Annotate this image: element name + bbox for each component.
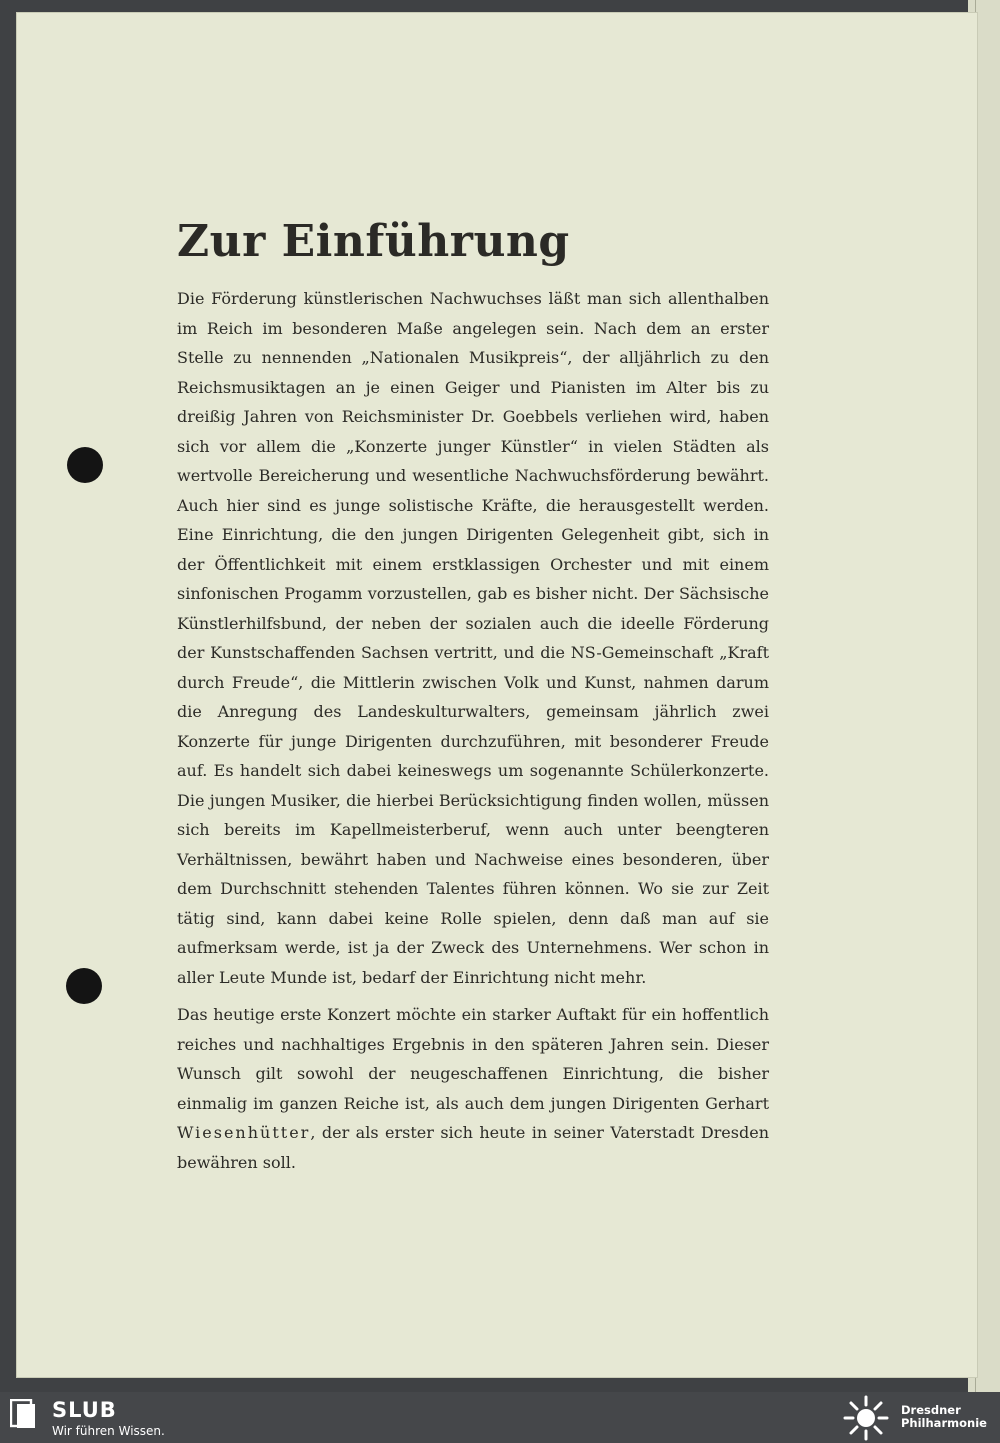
slub-name: SLUB <box>52 1398 117 1422</box>
philharmonie-name <box>901 1404 987 1430</box>
conductor-name: Wiesenhütter <box>177 1123 311 1142</box>
paragraph-1-text: Die Förderung künstlerischen Nachwuchses läßt man sich allenthalben im Reich im besonderen Maße angelegen sein. Nach dem an erster Stelle zu nennenden „Nationalen Musikpreis“, der alljährlich zu den Reichsmusiktagen an je einen Geiger und Pianisten im Alter bis zu dreißig Jahren von Reichsminister Dr. Goebbels verliehen wird, haben sich vor allem die „Konzerte junger Künstler“ in vielen Städten als wertvolle Bereicherung und wesentliche Nachwuchsförderung bewährt. Auch hier sind es junge solistische Kräfte, die herausgestellt werden. Eine Einrichtung, die den jungen Dirigenten Gelegenheit gibt, sich in der Öffentlichkeit mit einem erstklassigen Orchester und mit einem sinfonischen Progamm vorzustellen, gab es bisher nicht. Der Sächsische Künstlerhilfsbund, der neben der sozialen auch die ideelle Förderung der Kunstschaffenden Sachsen vertritt, und die NS-Gemeinschaft „Kraft durch Freude“, die Mittlerin zwischen Volk und Kunst, nahmen darum die Anregung des Landeskulturwalters, gemeinsam jährlich zwei Konzerte für junge Dirigenten durchzuführen, mit besonderer Freude auf. Es handelt sich dabei keineswegs um sogenannte Schülerkonzerte. Die jungen Musiker, die hierbei Berücksichtigung finden wollen, müssen sich bereits im Kapellmeisterberuf, wenn auch unter beengteren Verhältnissen, bewährt haben und Nachweise eines besonderen, über dem Durchschnitt stehenden Talentes führen können. Wo sie zur Zeit tätig sind, kann dabei keine Rolle spielen, denn daß man auf sie aufmerksam werde, ist ja der Zweck des Unternehmens. Wer schon in aller Leute Munde ist, bedarf der Einrichtung nicht mehr. <box>177 289 769 987</box>
philharmonie-name-line-2: Philharmonie <box>901 1416 987 1430</box>
punch-hole-top <box>67 447 103 483</box>
philharmonie-logo-icon <box>840 1394 892 1442</box>
paragraph-1 <box>177 284 769 992</box>
slub-logo-icon <box>10 1399 36 1429</box>
viewer-footer <box>0 1392 1000 1443</box>
paragraph-2 <box>177 1000 769 1177</box>
body-text <box>177 284 769 1185</box>
paragraph-2-text-start: Das heutige erste Konzert möchte ein starker Auftakt für ein hoffentlich reiches und nachhaltiges Ergebnis in den späteren Jahren sein. Dieser Wunsch gilt sowohl der neugeschaffenen Einrichtung, die bisher einmalig im ganzen Reiche ist, als auch dem jungen Dirigenten Gerhart <box>177 1005 769 1113</box>
slub-tagline: Wir führen Wissen. <box>52 1424 165 1438</box>
punch-hole-bottom <box>66 968 102 1004</box>
page-title: Zur Einführung <box>177 216 570 267</box>
philharmonie-name-line-1: Dresdner <box>901 1403 961 1417</box>
paragraph-2-text-end: , der als erster sich heute in seiner Vaterstadt Dresden bewähren soll. <box>177 1123 769 1172</box>
